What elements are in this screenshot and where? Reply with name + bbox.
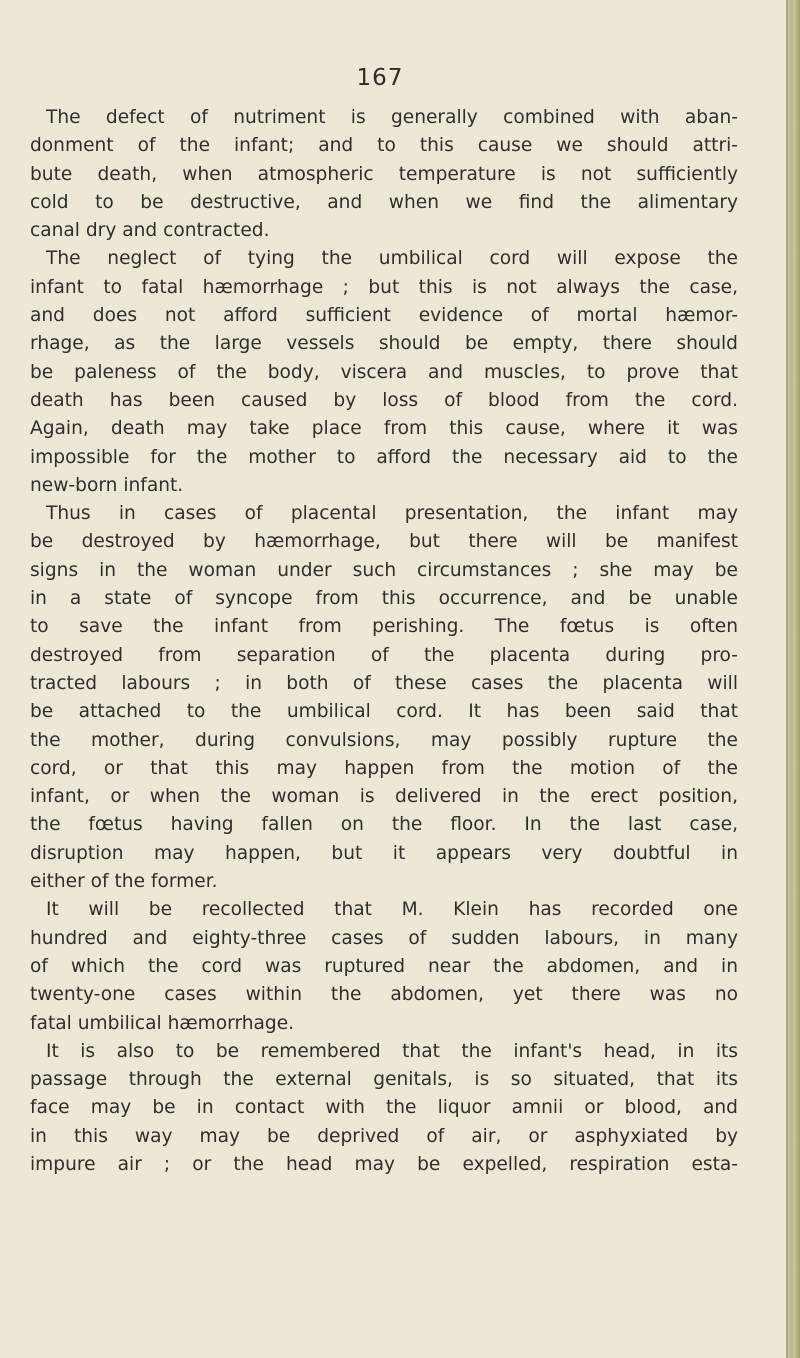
page-edge-line	[786, 0, 788, 1358]
text-line: impossible for the mother to afford the necessary aid to the	[30, 446, 738, 468]
text-line: new-born infant.	[30, 474, 184, 496]
text-line: Again, death may take place from this cause, where it was	[30, 418, 738, 440]
text-line: be attached to the umbilical cord. It has been said that	[30, 701, 738, 723]
page-number: 167	[356, 65, 404, 91]
text-line: bute death, when atmospheric temperature is not sufficiently	[30, 163, 738, 185]
text-line: canal dry and contracted.	[30, 220, 270, 242]
text-line: either of the former.	[30, 871, 218, 893]
body-text	[30, 104, 738, 1179]
text-line: the mother, during convulsions, may possibly rupture the	[30, 729, 738, 751]
text-line: The defect of nutriment is generally combined with aban-	[46, 107, 738, 128]
text-line: in this way may be deprived of air, or asphyxiated by	[30, 1125, 738, 1147]
paragraph	[30, 1038, 738, 1179]
text-line: be destroyed by hæmorrhage, but there will be manifest	[30, 531, 738, 553]
paragraph	[30, 104, 738, 245]
text-line: cord, or that this may happen from the motion of the	[30, 757, 738, 779]
text-line: infant to fatal hæmorrhage ; but this is not always the case,	[30, 276, 738, 298]
text-line: cold to be destructive, and when we find the alimentary	[30, 191, 738, 213]
text-line: It will be recollected that M. Klein has recorded one	[46, 899, 738, 921]
paragraph	[30, 500, 738, 896]
text-line: signs in the woman under such circumstances ; she may be	[30, 559, 738, 581]
text-line: passage through the external genitals, is so situated, that its	[30, 1069, 738, 1091]
paragraph	[30, 245, 738, 500]
text-line: to save the infant from perishing. The fœtus is often	[30, 616, 738, 638]
text-line: be paleness of the body, viscera and muscles, to prove that	[30, 361, 738, 383]
text-line: Thus in cases of placental presentation, the infant may	[46, 503, 738, 525]
text-line: of which the cord was ruptured near the abdomen, and in	[30, 955, 738, 977]
text-line: donment of the infant; and to this cause we should attri-	[30, 135, 738, 157]
text-line: It is also to be remembered that the infant's head, in its	[46, 1040, 738, 1062]
text-line: in a state of syncope from this occurrence, and be unable	[30, 588, 738, 610]
page-edge-binding	[786, 0, 800, 1358]
text-line: fatal umbilical hæmorrhage.	[30, 1012, 295, 1034]
text-line: death has been caused by loss of blood from the cord.	[30, 389, 738, 411]
text-line: disruption may happen, but it appears very doubtful in	[30, 842, 738, 864]
text-line: destroyed from separation of the placenta during pro-	[30, 644, 738, 666]
text-line: infant, or when the woman is delivered in the erect position,	[30, 786, 738, 808]
text-line: face may be in contact with the liquor amnii or blood, and	[30, 1097, 738, 1119]
text-line: tracted labours ; in both of these cases the placenta will	[30, 672, 738, 694]
paragraph	[30, 896, 738, 1037]
text-line: The neglect of tying the umbilical cord will expose the	[46, 248, 738, 270]
text-line: hundred and eighty-three cases of sudden labours, in many	[30, 927, 738, 949]
text-line: the fœtus having fallen on the floor. In the last case,	[30, 814, 738, 836]
text-line: impure air ; or the head may be expelled, respiration esta-	[30, 1153, 738, 1175]
text-line: twenty-one cases within the abdomen, yet there was no	[30, 984, 738, 1006]
text-line: rhage, as the large vessels should be empty, there should	[30, 333, 738, 355]
text-line: and does not afford sufficient evidence of mortal hæmor-	[30, 305, 738, 327]
